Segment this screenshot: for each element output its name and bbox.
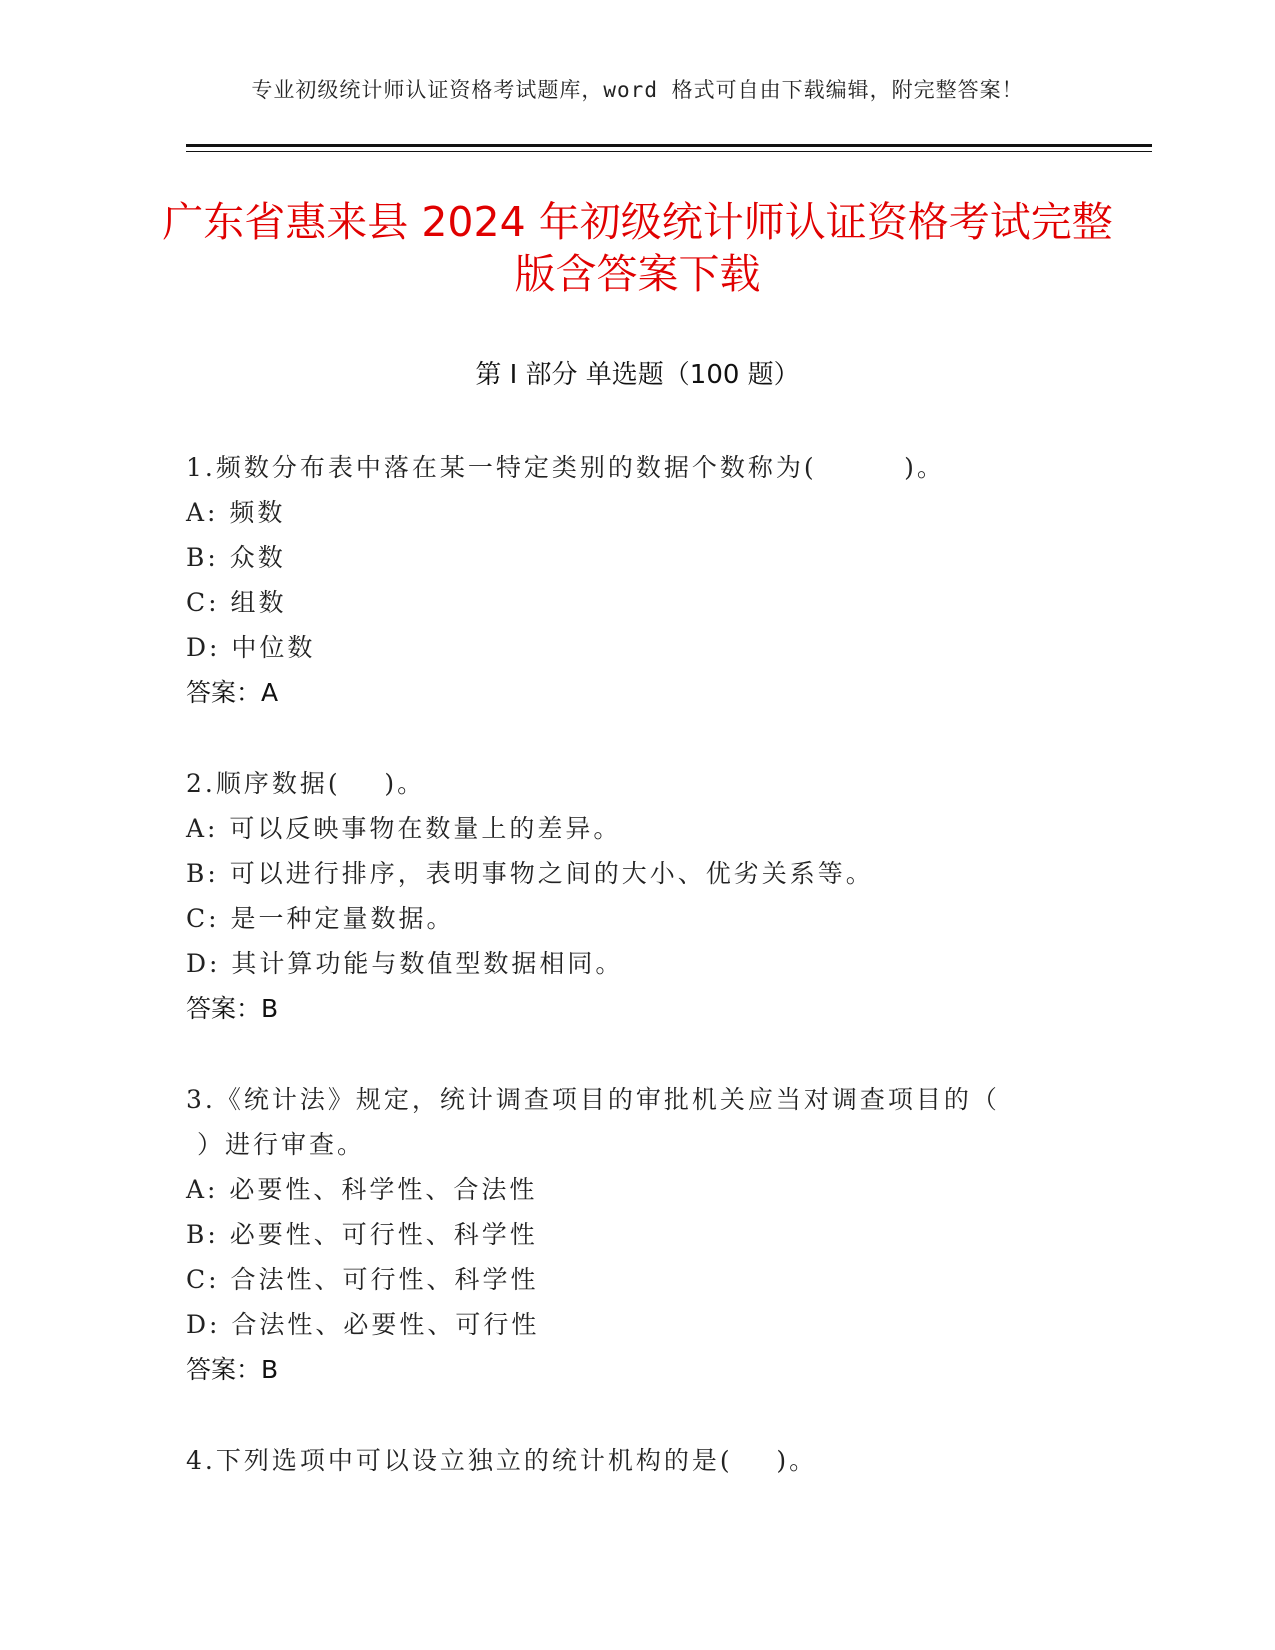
option-d: D: 中位数 (186, 633, 316, 662)
answer-line: 答案：B (186, 994, 279, 1023)
header-note: 专业初级统计师认证资格考试题库，word 格式可自由下载编辑，附完整答案！ (251, 78, 1024, 102)
question-stem: 1.频数分布表中落在某一特定类别的数据个数称为( )。 (186, 453, 945, 482)
option-b: B: 可以进行排序，表明事物之间的大小、优劣关系等。 (186, 859, 874, 888)
header-rule-thick (186, 144, 1152, 147)
header-rule-thin (186, 151, 1152, 152)
option-c: C: 是一种定量数据。 (186, 904, 455, 933)
option-c: C: 合法性、可行性、科学性 (186, 1265, 539, 1294)
option-a: A: 必要性、科学性、合法性 (186, 1175, 538, 1204)
option-b: B: 众数 (186, 543, 286, 572)
answer-line: 答案：B (186, 1355, 279, 1384)
question-4 (186, 1438, 1076, 1483)
option-b: B: 必要性、可行性、科学性 (186, 1220, 538, 1249)
question-1 (186, 445, 1076, 715)
answer-line: 答案：A (186, 678, 279, 707)
option-d: D: 合法性、必要性、可行性 (186, 1310, 540, 1339)
question-2 (186, 761, 1076, 1031)
document-title: 广东省惠来县 2024 年初级统计师认证资格考试完整版含答案下载 (162, 198, 1113, 298)
option-a: A: 可以反映事物在数量上的差异。 (186, 814, 622, 843)
option-a: A: 频数 (186, 498, 286, 527)
question-stem: 3.《统计法》规定，统计调查项目的审批机关应当对调查项目的（ (186, 1085, 1000, 1114)
question-3 (186, 1077, 1076, 1392)
option-c: C: 组数 (186, 588, 287, 617)
question-stem-continued: ）进行审查。 (186, 1130, 365, 1159)
question-list (186, 445, 1076, 1529)
question-stem: 2.顺序数据( )。 (186, 769, 426, 798)
option-d: D: 其计算功能与数值型数据相同。 (186, 949, 624, 978)
question-stem: 4.下列选项中可以设立独立的统计机构的是( )。 (186, 1446, 818, 1475)
section-heading: 第 I 部分 单选题（100 题） (475, 360, 800, 390)
